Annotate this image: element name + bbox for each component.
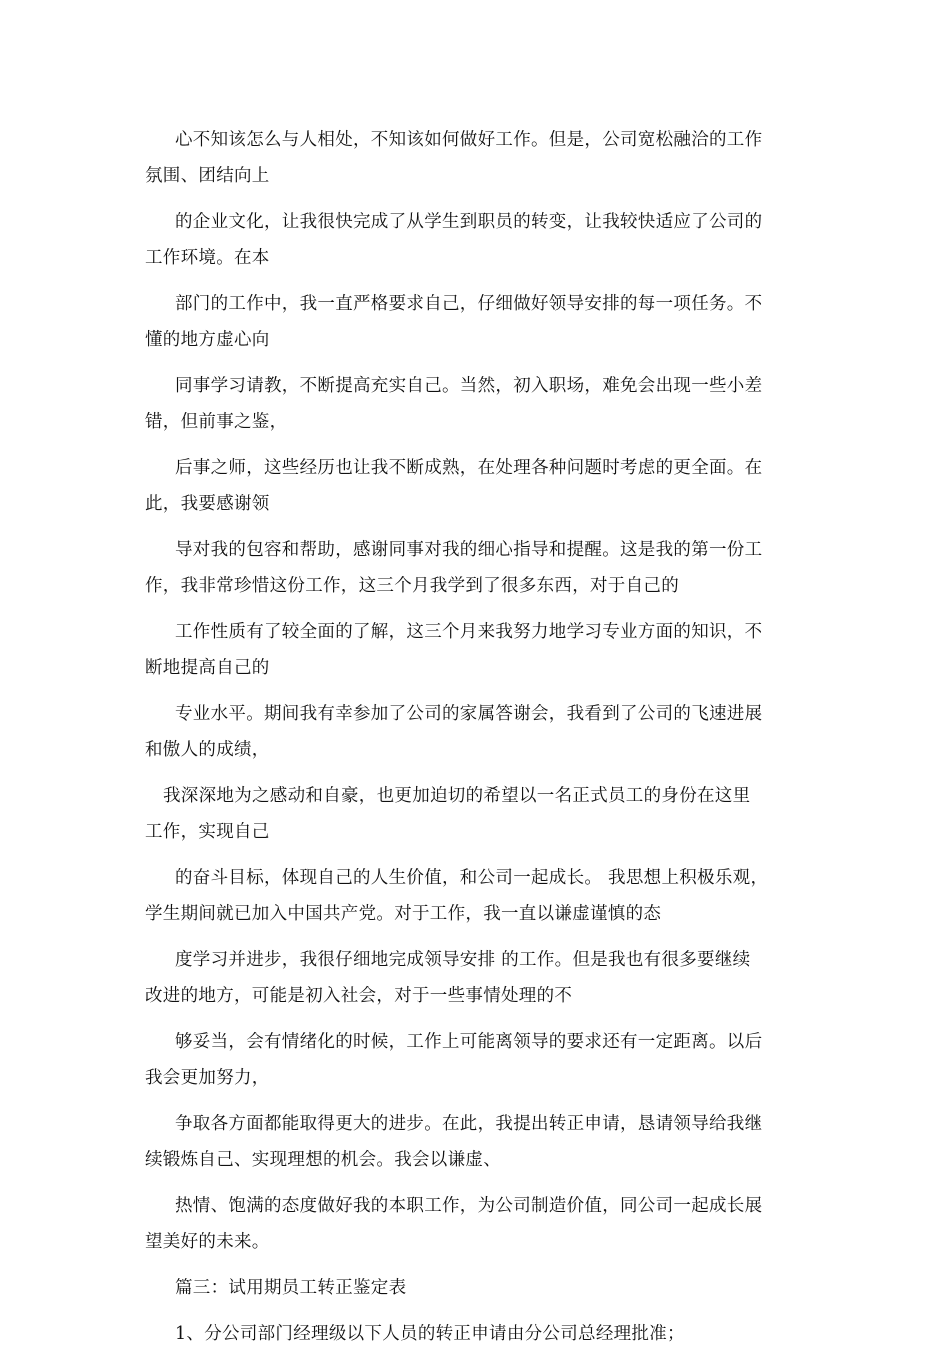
paragraph-line: 热情、饱满的态度做好我的本职工作，为公司制造价值，同公司一起成长展 <box>175 1196 763 1216</box>
paragraph <box>145 204 810 276</box>
paragraph <box>145 450 810 522</box>
paragraph <box>145 286 810 358</box>
paragraph-line: 工作性质有了较全面的了解，这三个月来我努力地学习专业方面的知识，不 <box>175 622 763 642</box>
section-heading <box>145 1270 810 1306</box>
list-item <box>145 1316 810 1352</box>
paragraph <box>145 1106 810 1178</box>
paragraph-line: 够妥当，会有情绪化的时候，工作上可能离领导的要求还有一定距离。以后 <box>175 1032 763 1052</box>
paragraph-line: 导对我的包容和帮助，感谢同事对我的细心指导和提醒。这是我的第一份工 <box>175 540 763 560</box>
paragraph <box>145 368 810 440</box>
list-item-text: 1、分公司部门经理级以下人员的转正申请由分公司总经理批准； <box>175 1324 685 1344</box>
paragraph <box>145 614 810 686</box>
paragraph-line: 望美好的未来。 <box>145 1232 270 1252</box>
paragraph <box>145 942 810 1014</box>
paragraph-line: 懂的地方虚心向 <box>145 330 270 350</box>
paragraph-line: 部门的工作中，我一直严格要求自己，仔细做好领导安排的每一项任务。不 <box>175 294 763 314</box>
paragraph-line: 工作，实现自己 <box>145 822 270 842</box>
paragraph-line: 同事学习请教，不断提高充实自己。当然，初入职场，难免会出现一些小差 <box>175 376 763 396</box>
paragraph-line: 此，我要感谢领 <box>145 494 270 514</box>
paragraph-line: 断地提高自己的 <box>145 658 270 678</box>
paragraph-line: 错，但前事之鉴， <box>145 412 288 432</box>
paragraph-line: 工作环境。在本 <box>145 248 270 268</box>
paragraph <box>145 532 810 604</box>
paragraph <box>145 1188 810 1260</box>
paragraph <box>145 860 810 932</box>
section-heading-text: 篇三：试用期员工转正鉴定表 <box>175 1278 407 1298</box>
paragraph-line: 争取各方面都能取得更大的进步。在此，我提出转正申请，恳请领导给我继 <box>175 1114 763 1134</box>
paragraph-line: 改进的地方，可能是初入社会，对于一些事情处理的不 <box>145 986 573 1006</box>
paragraph <box>145 1024 810 1096</box>
paragraph-line: 心不知该怎么与人相处，不知该如何做好工作。但是，公司宽松融洽的工作 <box>175 130 763 150</box>
paragraph-line: 氛围、团结向上 <box>145 166 270 186</box>
paragraph-line: 度学习并进步，我很仔细地完成领导安排 的工作。但是我也有很多要继续 <box>175 950 751 970</box>
paragraph-line: 的企业文化，让我很快完成了从学生到职员的转变，让我较快适应了公司的 <box>175 212 763 232</box>
paragraph-line: 后事之师，这些经历也让我不断成熟，在处理各种问题时考虑的更全面。在 <box>175 458 763 478</box>
paragraph-line: 我深深地为之感动和自豪，也更加迫切的希望以一名正式员工的身份在这里 <box>163 786 751 806</box>
paragraph <box>145 696 810 768</box>
paragraph <box>145 778 810 850</box>
paragraph-line: 和傲人的成绩， <box>145 740 270 760</box>
paragraph-line: 作，我非常珍惜这份工作，这三个月我学到了很多东西，对于自己的 <box>145 576 679 596</box>
paragraph <box>145 122 810 194</box>
paragraph-line: 续锻炼自己、实现理想的机会。我会以谦虚、 <box>145 1150 501 1170</box>
document-body <box>145 122 810 1362</box>
paragraph-line: 学生期间就已加入中国共产党。对于工作，我一直以谦虚谨慎的态 <box>145 904 662 924</box>
paragraph-line: 我会更加努力， <box>145 1068 270 1088</box>
paragraph-line: 的奋斗目标，体现自己的人生价值，和公司一起成长。 我思想上积极乐观， <box>175 868 769 888</box>
paragraph-line: 专业水平。期间我有幸参加了公司的家属答谢会，我看到了公司的飞速进展 <box>175 704 763 724</box>
